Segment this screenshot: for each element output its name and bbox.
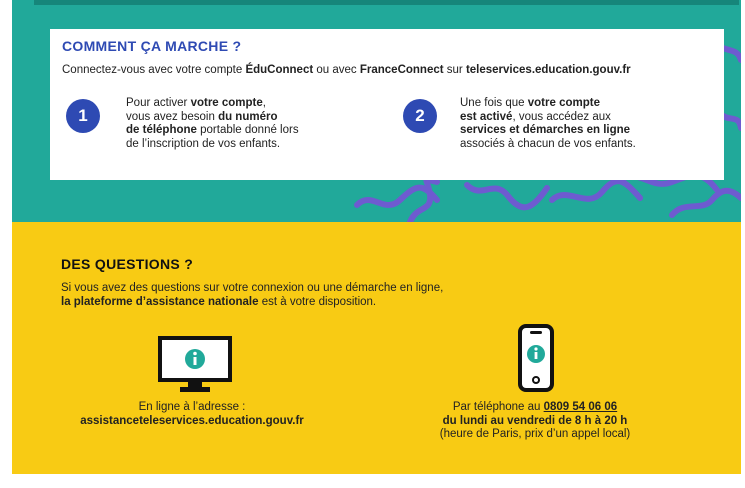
step-2-b2: est activé [460, 110, 513, 123]
step-1-t2: , [262, 97, 266, 109]
educonnect-label: ÉduConnect [245, 64, 314, 76]
how-it-works-intro [62, 64, 722, 76]
phone-hours: du lundi au vendredi de 8 h à 20 h [442, 414, 628, 427]
step-1-b1: votre compte [190, 97, 263, 109]
questions-section [12, 222, 741, 474]
phone-number-link[interactable]: 0809 54 06 06 [543, 401, 618, 413]
questions-line-2: est à votre disposition. [258, 295, 377, 308]
questions-line-1: Si vous avez des questions sur votre connexion ou une démarche en ligne, [61, 282, 444, 294]
franceconnect-label: FranceConnect [359, 64, 444, 76]
step-2-badge: 2 [403, 99, 437, 133]
phone-note: (heure de Paris, prix d’un appel local) [439, 428, 631, 440]
step-1-t5: de l’inscription de vos enfants. [126, 137, 281, 150]
step-2-b3: services et démarches en ligne [460, 124, 631, 136]
teal-section [12, 0, 741, 222]
phone-label: Par téléphone au [452, 401, 544, 413]
intro-text-2: ou avec [313, 64, 360, 76]
step-1-text [126, 97, 299, 151]
step-2-t1: Une fois que [460, 97, 528, 109]
online-label: En ligne à l’adresse : [138, 401, 246, 413]
step-2-t2: , vous accédez aux [512, 110, 611, 123]
how-it-works-title: COMMENT ÇA MARCHE ? [62, 38, 242, 54]
step-1-b3: de téléphone [126, 124, 197, 136]
intro-text-1: Connectez-vous avec votre compte [62, 64, 246, 76]
online-help [52, 401, 332, 428]
smartphone-info-icon [518, 324, 554, 392]
assistance-platform-label: la plateforme d’assistance nationale [61, 295, 259, 308]
step-1-t3: vous avez besoin [126, 110, 219, 123]
step-2-t3: associés à chacun de vos enfants. [460, 137, 636, 150]
how-it-works-card [50, 29, 724, 180]
phone-help [405, 401, 665, 442]
intro-text-3: sur [443, 64, 466, 76]
step-1-t1: Pour activer [126, 97, 191, 109]
teleservices-url: teleservices.education.gouv.fr [465, 64, 631, 76]
questions-text [61, 282, 443, 309]
step-2-text [460, 97, 636, 151]
step-1-b2: du numéro [218, 110, 278, 123]
step-1-t4: portable donné lors [196, 124, 299, 136]
computer-info-icon [158, 336, 232, 394]
questions-title: DES QUESTIONS ? [61, 256, 194, 272]
step-2-b1: votre compte [527, 97, 600, 109]
online-address-link[interactable]: assistanceteleservices.education.gouv.fr [80, 414, 304, 427]
step-1-badge: 1 [66, 99, 100, 133]
